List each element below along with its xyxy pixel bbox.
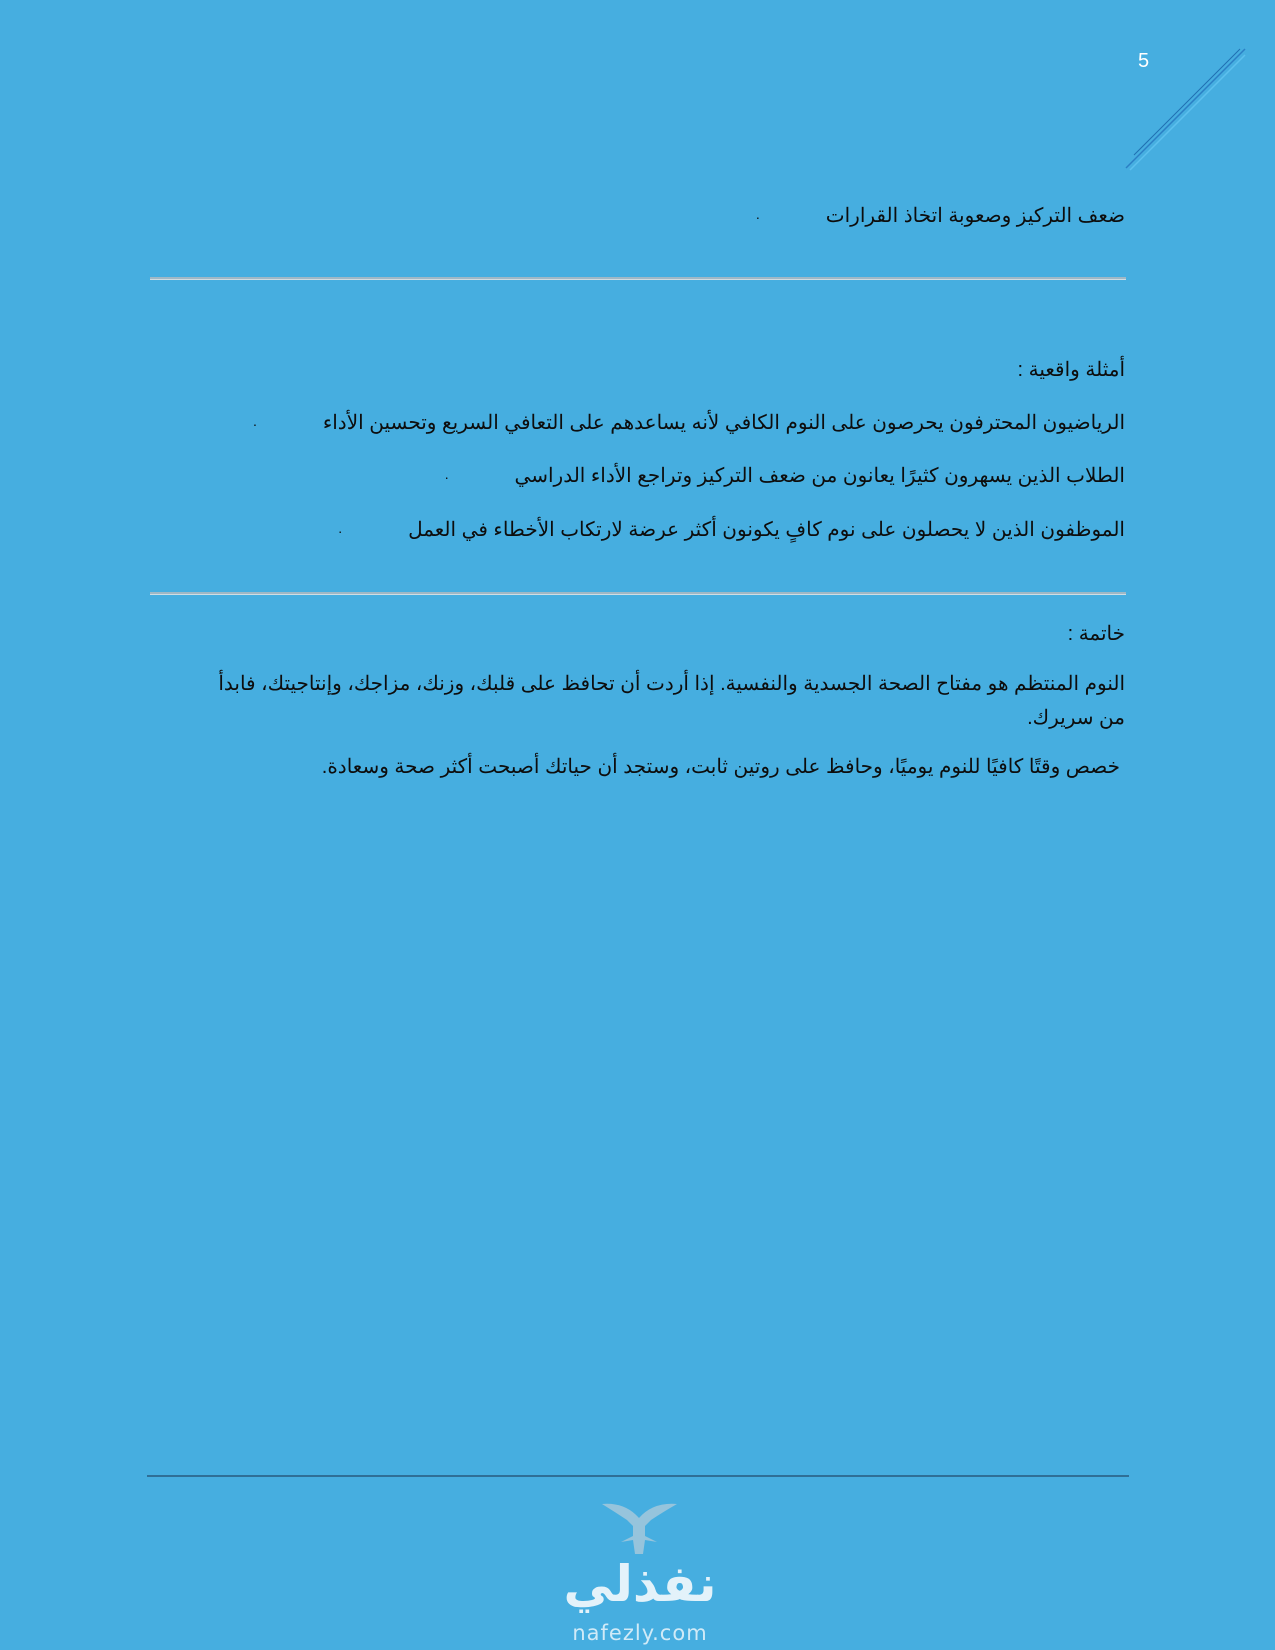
conclusion-paragraph: خصص وقتًا كافيًا للنوم يوميًا، وحافظ على روتين ثابت، وستجد أن حياتك أصبحت أكثر صحة وسعادة.: [321, 756, 1120, 778]
bullet-dot: ·: [444, 468, 449, 485]
bullet-dot: ·: [755, 208, 761, 225]
example-item: [253, 409, 1125, 438]
example-text: الطلاب الذين يسهرون كثيرًا يعانون من ضعف التركيز وتراجع الأداء الدراسي: [514, 465, 1125, 487]
bullet-dot: ·: [252, 415, 258, 432]
logo-wordmark-latin: nafezly.com: [572, 1621, 708, 1645]
examples-heading: أمثلة واقعية :: [1017, 359, 1125, 381]
effect-item: [756, 202, 1125, 231]
example-text: الرياضيون المحترفون يحرصون على النوم الكافي لأنه يساعدهم على التعافي السريع وتحسين الأداء: [322, 412, 1125, 434]
section-divider: [150, 277, 1126, 280]
effect-text: ضعف التركيز وصعوبة اتخاذ القرارات: [825, 205, 1125, 227]
page-number: 5: [1138, 50, 1150, 72]
bullet-dot: ·: [337, 522, 343, 539]
example-item: [338, 516, 1125, 545]
example-text: الموظفون الذين لا يحصلون على نوم كافٍ يكونون أكثر عرضة لارتكاب الأخطاء في العمل: [408, 519, 1125, 541]
logo-wordmark-arabic: نفذلي: [563, 1555, 717, 1613]
conclusion-heading: خاتمة :: [1067, 623, 1125, 645]
section-divider: [150, 592, 1126, 595]
footer-divider: [147, 1475, 1129, 1477]
example-item: [444, 462, 1125, 491]
corner-decoration: [1120, 45, 1250, 175]
conclusion-paragraph: النوم المنتظم هو مفتاح الصحة الجسدية والنفسية. إذا أردت أن تحافظ على قلبك، وزنك، مزاجك، وإنتاجيتك، فابدأ من سريرك.: [218, 673, 1125, 729]
